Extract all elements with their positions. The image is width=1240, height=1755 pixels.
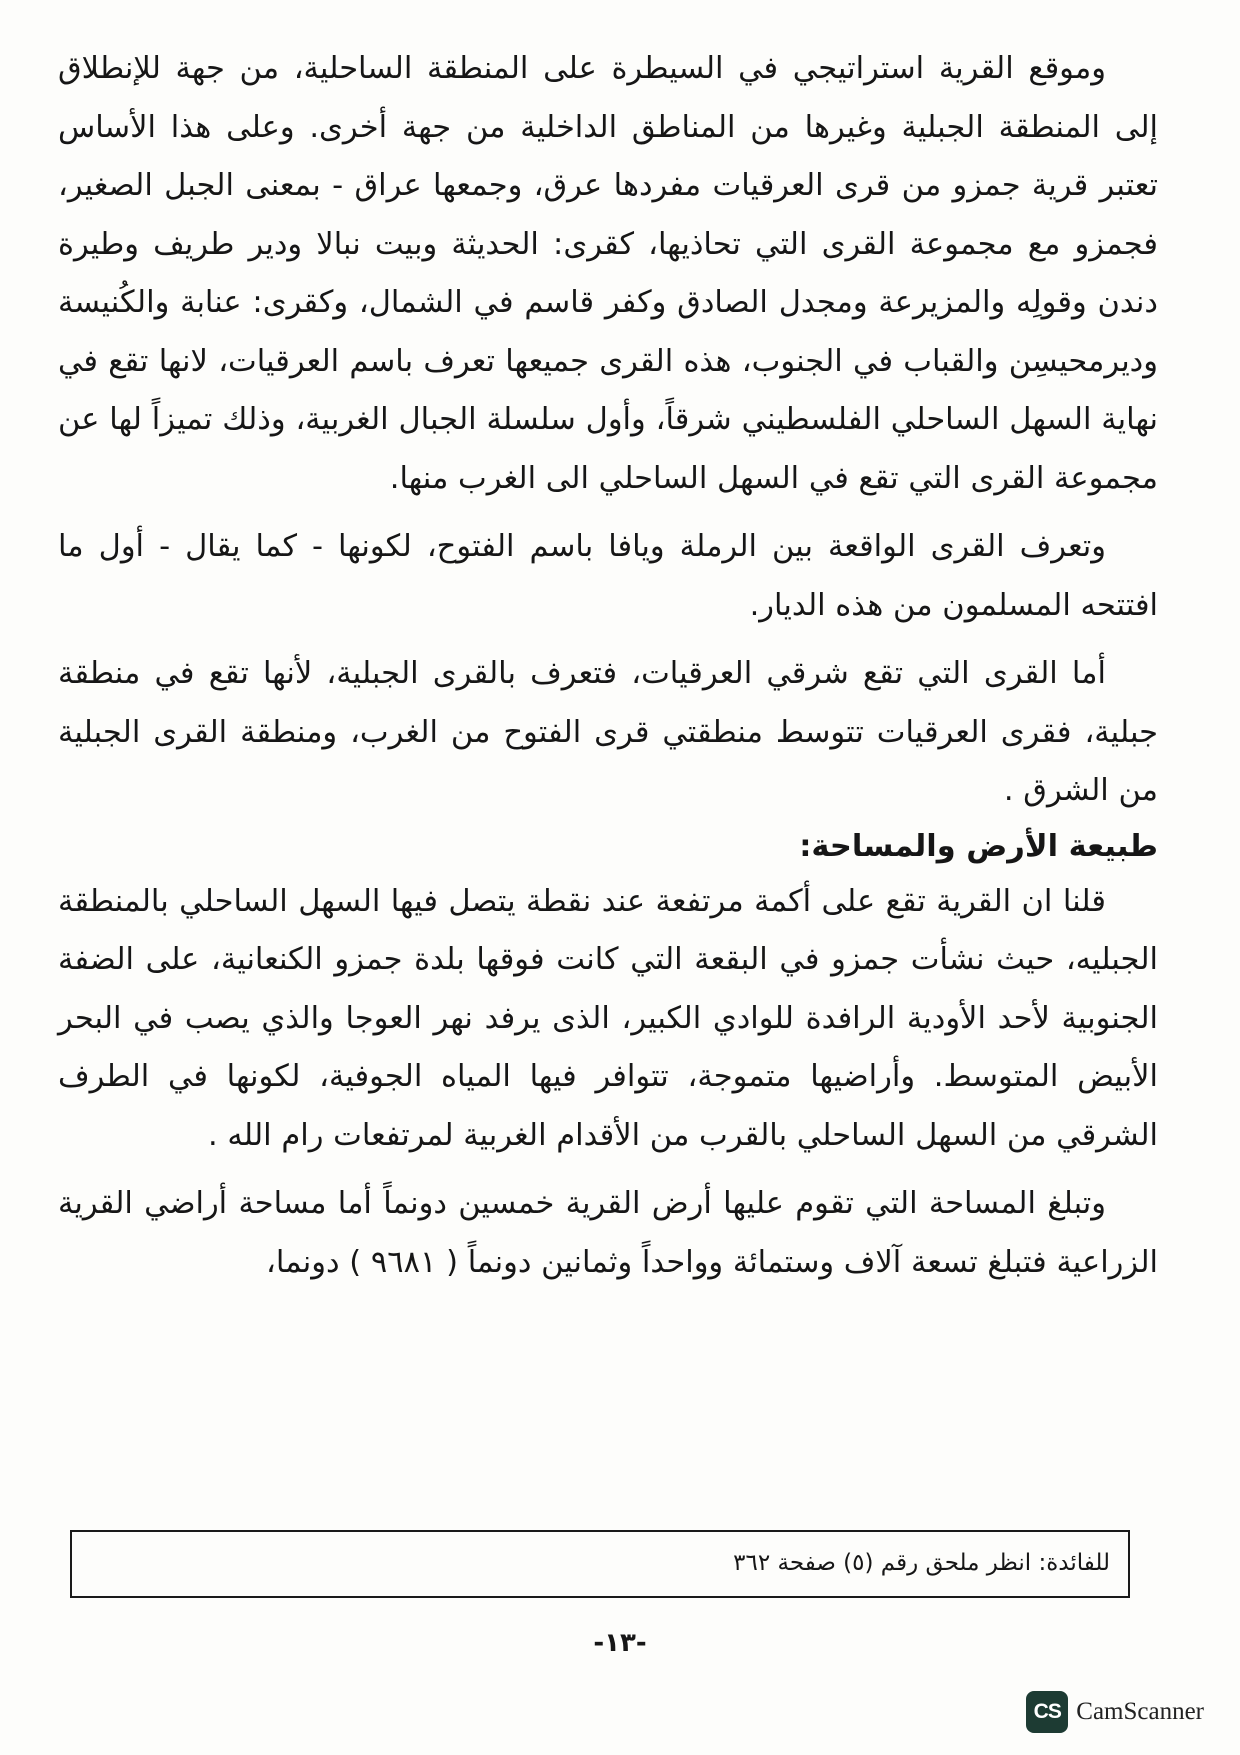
footnote-box [70, 1530, 1130, 1598]
paragraph-1: وموقع القرية استراتيجي في السيطرة على المنطقة الساحلية، من جهة للإنطلاق إلى المنطقة الجبلية وغيرها من المناطق الداخلية من جهة أخرى. وعلى هذا الأساس تعتبر قرية جمزو من قرى العرقيات مفردها عرق، وجمعها عراق - بمعنى الجبل الصغير، فجمزو مع مجموعة القرى التي تحاذيها، كقرى: الحديثة وبيت نبالا ودير طريف وطيرة دندن وقولِه والمزيرعة ومجدل الصادق وكفر قاسم في الشمال، وكقرى: عنابة والكُنيسة وديرمحيسِن والقباب في الجنوب، هذه القرى جميعها تعرف باسم العرقيات، لانها تقع في نهاية السهل الساحلي الفلسطيني شرقاً، وأول سلسلة الجبال الغربية، وذلك تميزاً لها عن مجموعة القرى التي تقع في السهل الساحلي الى الغرب منها. [58, 51, 1158, 496]
paragraph-3: أما القرى التي تقع شرقي العرقيات، فتعرف بالقرى الجبلية، لأنها تقع في منطقة جبلية، فقرى العرقيات تتوسط منطقتي قرى الفتوح من الغرب، ومنطقة القرى الجبلية من الشرق . [58, 656, 1158, 808]
paragraph-5: وتبلغ المساحة التي تقوم عليها أرض القرية خمسين دونماً أما مساحة أراضي القرية الزراعية فتبلغ تسعة آلاف وستمائة وواحداً وثمانين دونماً ( ٩٦٨١ ) دونما، [58, 1186, 1158, 1280]
camscanner-watermark [1026, 1690, 1204, 1734]
paragraph-2: وتعرف القرى الواقعة بين الرملة ويافا باسم الفتوح، لكونها - كما يقال - أول ما افتتحه المسلمون من هذه الديار. [58, 529, 1158, 623]
paragraph-4: قلنا ان القرية تقع على أكمة مرتفعة عند نقطة يتصل فيها السهل الساحلي بالمنطقة الجبليه، حيث نشأت جمزو في البقعة التي كانت فوقها بلدة جمزو الكنعانية، على الضفة الجنوبية لأحد الأودية الرافدة للوادي الكبير، الذى يرفد نهر العوجا والذي يصب في البحر الأبيض المتوسط. وأراضيها متموجة، تتوافر فيها المياه الجوفية، لكونها في الطرف الشرقي من السهل الساحلي بالقرب من الأقدام الغربية لمرتفعات رام الله . [58, 883, 1158, 1153]
page-number: -١٣- [593, 1628, 647, 1658]
section-heading: طبيعة الأرض والمساحة: [799, 828, 1158, 864]
camscanner-text: CamScanner [1076, 1698, 1204, 1725]
footnote-text: للفائدة: انظر ملحق رقم (٥) صفحة ٣٦٢ [733, 1550, 1110, 1576]
camscanner-logo-icon: CS [1026, 1691, 1068, 1733]
document-body [58, 40, 1158, 1292]
